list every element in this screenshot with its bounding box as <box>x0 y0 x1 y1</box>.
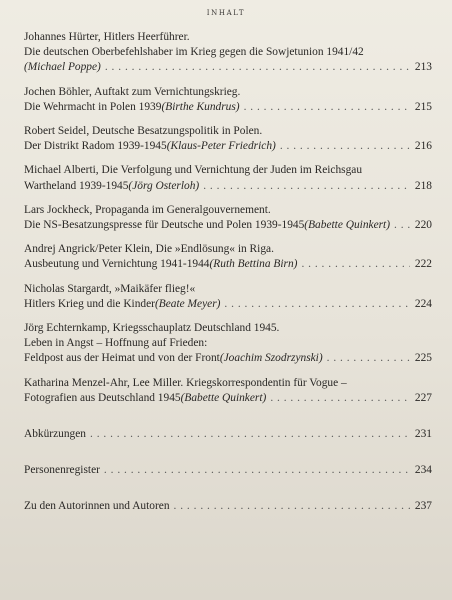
toc-appendix-autoren <box>24 499 432 514</box>
toc-entry <box>24 163 432 193</box>
toc-entry-author: (Jörg Osterloh) <box>128 179 200 192</box>
toc-entry-line: Die deutschen Oberbefehlshaber im Krieg gegen die Sowjetunion 1941/42 <box>24 46 364 59</box>
toc-entry-last-line <box>24 351 432 366</box>
toc-appendix-label: Zu den Autorinnen und Autoren <box>24 500 170 513</box>
toc-entry-page: 215 <box>414 100 432 113</box>
toc-entry-last-line <box>24 60 432 75</box>
toc-entry-subtitle: Feldpost aus der Heimat und von der Front <box>24 352 220 365</box>
toc-entry-subtitle: Die Wehrmacht in Polen 1939 <box>24 100 162 113</box>
toc-entry-author: (Ruth Bettina Birn) <box>209 258 298 271</box>
toc-entry-author: (Babette Quinkert) <box>180 391 267 404</box>
toc-entry-line: Katharina Menzel-Ahr, Lee Miller. Kriegskorrespondentin für Vogue – <box>24 376 347 389</box>
toc-entry-subtitle: Hitlers Krieg und die Kinder <box>24 297 155 310</box>
table-of-contents <box>24 30 432 515</box>
toc-entry-last-line <box>24 139 432 154</box>
leader-dots <box>270 391 410 406</box>
leader-dots <box>244 100 410 115</box>
toc-entry-subtitle: Ausbeutung und Vernichtung 1941-1944 <box>24 258 210 271</box>
toc-entry-subtitle: Wartheland 1939-1945 <box>24 179 129 192</box>
toc-entry-author: (Birthe Kundrus) <box>161 100 240 113</box>
leader-dots <box>280 139 410 154</box>
toc-entry <box>24 242 432 272</box>
toc-appendix-personenregister <box>24 463 432 478</box>
toc-appendix-label: Personenregister <box>24 464 100 477</box>
toc-entry <box>24 282 432 312</box>
toc-entry-author: (Michael Poppe) <box>24 61 101 74</box>
toc-entry <box>24 124 432 154</box>
toc-entry-last-line <box>24 391 432 406</box>
toc-entry-author: (Joachim Szodrzynski) <box>219 352 323 365</box>
toc-entry-last-line <box>24 218 432 233</box>
toc-entry <box>24 85 432 115</box>
leader-dots <box>301 257 410 272</box>
toc-entry-line: Johannes Hürter, Hitlers Heerführer. <box>24 31 190 43</box>
toc-entry-last-line <box>24 179 432 194</box>
toc-entry-page: 216 <box>414 140 432 153</box>
toc-entry-line: Leben in Angst – Hoffnung auf Frieden: <box>24 337 208 350</box>
toc-entry-line: Andrej Angrick/Peter Klein, Die »Endlösung« in Riga. <box>24 243 274 256</box>
toc-entry <box>24 376 432 406</box>
leader-dots <box>90 427 410 442</box>
toc-entry <box>24 203 432 233</box>
toc-entry-line: Jochen Böhler, Auftakt zum Vernichtungskrieg. <box>24 85 241 98</box>
toc-entry-subtitle: Der Distrikt Radom 1939-1945 <box>24 140 167 153</box>
toc-entry <box>24 321 432 367</box>
toc-entry-last-line <box>24 100 432 115</box>
toc-entry-subtitle: Fotografien aus Deutschland 1945 <box>24 391 181 404</box>
toc-entry-page: 227 <box>414 391 432 404</box>
toc-entry <box>24 30 432 76</box>
leader-dots <box>105 60 410 75</box>
toc-entry-author: (Babette Quinkert) <box>304 219 391 232</box>
toc-appendix-abkuerzungen <box>24 427 432 442</box>
toc-entry-page: 218 <box>414 179 432 192</box>
toc-entry-line: Robert Seidel, Deutsche Besatzungspolitik in Polen. <box>24 125 263 138</box>
toc-entry-last-line <box>24 297 432 312</box>
toc-appendix-page: 237 <box>414 500 432 513</box>
toc-entry-page: 222 <box>414 258 432 271</box>
toc-entry-line: Jörg Echternkamp, Kriegsschauplatz Deutschland 1945. <box>24 322 280 335</box>
toc-entry-page: 220 <box>414 219 432 232</box>
leader-dots <box>224 297 410 312</box>
toc-entry-author: (Klaus-Peter Friedrich) <box>166 140 276 153</box>
toc-appendix-page: 234 <box>414 464 432 477</box>
toc-entry-page: 225 <box>414 352 432 365</box>
toc-entry-subtitle: Die NS-Besatzungspresse für Deutsche und Polen 1939-1945 <box>24 219 305 232</box>
toc-entry-line: Lars Jockheck, Propaganda im Generalgouvernement. <box>24 203 271 216</box>
leader-dots <box>203 179 410 194</box>
toc-entry-page: 224 <box>414 297 432 310</box>
leader-dots <box>394 218 410 233</box>
leader-dots <box>174 499 410 514</box>
leader-dots <box>327 351 410 366</box>
toc-appendix-label: Abkürzungen <box>24 428 86 441</box>
toc-entry-line: Nicholas Stargardt, »Maikäfer flieg!« <box>24 282 196 295</box>
toc-entry-line: Michael Alberti, Die Verfolgung und Vernichtung der Juden im Reichsgau <box>24 164 363 177</box>
leader-dots <box>104 463 410 478</box>
toc-appendix-page: 231 <box>414 428 432 441</box>
toc-entry-last-line <box>24 257 432 272</box>
page-header: INHALT <box>206 9 246 17</box>
toc-entry-page: 213 <box>414 61 432 74</box>
toc-entry-author: (Beate Meyer) <box>154 297 221 310</box>
